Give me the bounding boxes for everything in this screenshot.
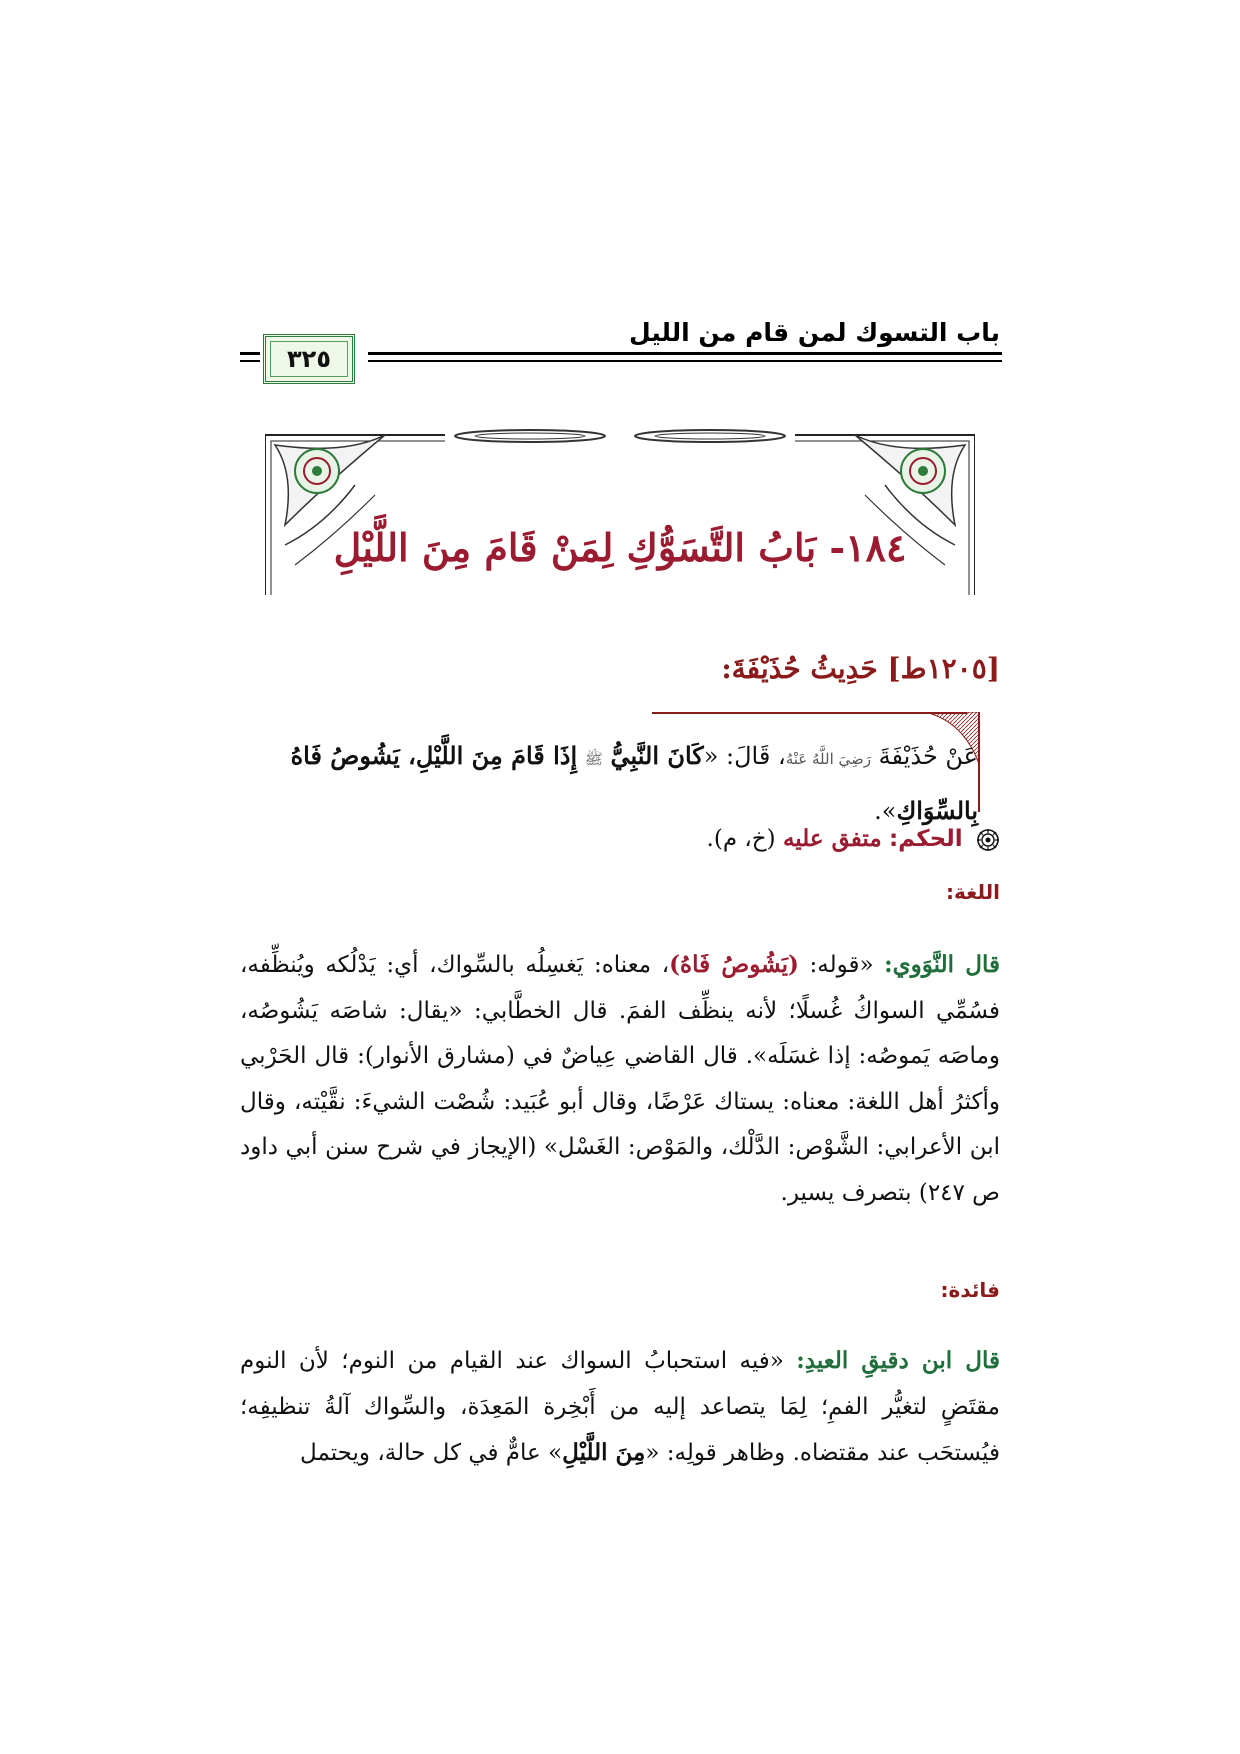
benefit-paragraph xyxy=(240,1338,1000,1477)
ruling-source: (خ، م). xyxy=(706,826,776,852)
page-number: ٣٢٥ xyxy=(287,345,331,373)
hadith-title: حَدِيثُ حُذَيْفَةَ: xyxy=(721,652,878,685)
header-rule-left-bottom xyxy=(240,360,260,362)
ruling-value: متفق عليه xyxy=(782,825,882,852)
header-rule-top xyxy=(368,352,1002,355)
language-label: اللغة: xyxy=(946,880,1000,904)
running-title: باب التسوك لمن قام من الليل xyxy=(629,318,1000,347)
benefit-body-1: «فيه استحبابُ السواك عند القيام من النوم؛ لأن النوم مقتَضٍ لتغيُّر الفمِ؛ لِمَا يتصاعد إليه من أَبْخِرة المَعِدَة، والسِّواك آلةُ تنظيفِه؛ فيُستحَب عند مقتضاه. وظاهر قولِه: « xyxy=(240,1348,1000,1466)
salutation-glyph: ﷺ xyxy=(584,750,603,768)
page-number-badge xyxy=(263,334,355,384)
benefit-term: مِنَ اللَّيْلِ xyxy=(562,1439,646,1466)
ruling-label: الحكم: xyxy=(888,826,963,852)
rosette-icon xyxy=(976,828,1000,852)
honorific-glyph: رَضِيَ اللَّهُ عَنْهُ xyxy=(785,750,872,768)
benefit-speaker: قال ابن دقيقِ العيدِ: xyxy=(796,1347,1000,1374)
header-rule-left-top xyxy=(240,352,260,355)
language-body: ، معناه: يَغسِلُه بالسِّواك، أي: يَدْلُكه ويُنظِّفه، فسُمِّي السواكُ غُسلًا؛ لأنه ينظِّف الفمَ. قال الخطَّابي: «يقال: شاصَه يَشُوصُه، وماصَه يَموصُه: إذا غسَلَه». قال القاضي عِياضٌ في (مشارق الأنوار): قال الحَرْبي وأكثرُ أهل اللغة: معناه: يستاك عَرْضًا، وقال أبو عُبَيد: شُصْت الشيءَ: نقَّيْته، وقال ابن الأعرابي: الشَّوْص: الدَّلْك، والمَوْص: الغَسْل» (الإيجاز في شرح سنن أبي داود ص ٢٤٧) بتصرف يسير. xyxy=(240,952,1000,1206)
language-term: (يَشُوصُ فَاهُ) xyxy=(669,951,799,978)
hadith-text-part1: كَانَ النَّبِيُّ xyxy=(610,741,704,770)
hadith-close: ». xyxy=(874,797,897,825)
header-rule-bottom xyxy=(368,360,1002,362)
hadith-divider xyxy=(652,712,967,714)
hadith-said: ، قَالَ: « xyxy=(703,742,786,770)
chapter-title: ١٨٤- بَابُ التَّسَوُّكِ لِمَنْ قَامَ مِنَ اللَّيْلِ xyxy=(333,525,907,570)
language-quote-open: «قوله: xyxy=(798,952,874,978)
hadith-intro: عَنْ حُذَيْفَةَ xyxy=(878,742,978,770)
benefit-body-2: » عامٌّ في كل حالة، ويحتمل xyxy=(300,1440,563,1466)
hadith-text xyxy=(242,730,978,837)
hadith-side-rule xyxy=(978,712,980,812)
hadith-heading xyxy=(721,652,1000,685)
language-speaker: قال النَّوَوي: xyxy=(884,951,1000,978)
hadith-ruling xyxy=(707,825,1000,852)
benefit-label: فائدة: xyxy=(940,1278,1000,1302)
hadith-text-part2: إِذَا قَامَ مِنَ اللَّيْلِ، يَشُوصُ فَاهُ بِالسِّوَاكِ xyxy=(290,741,978,825)
hadith-number: [١٢٠٥ط] xyxy=(887,652,1000,685)
language-paragraph xyxy=(240,942,1000,1216)
